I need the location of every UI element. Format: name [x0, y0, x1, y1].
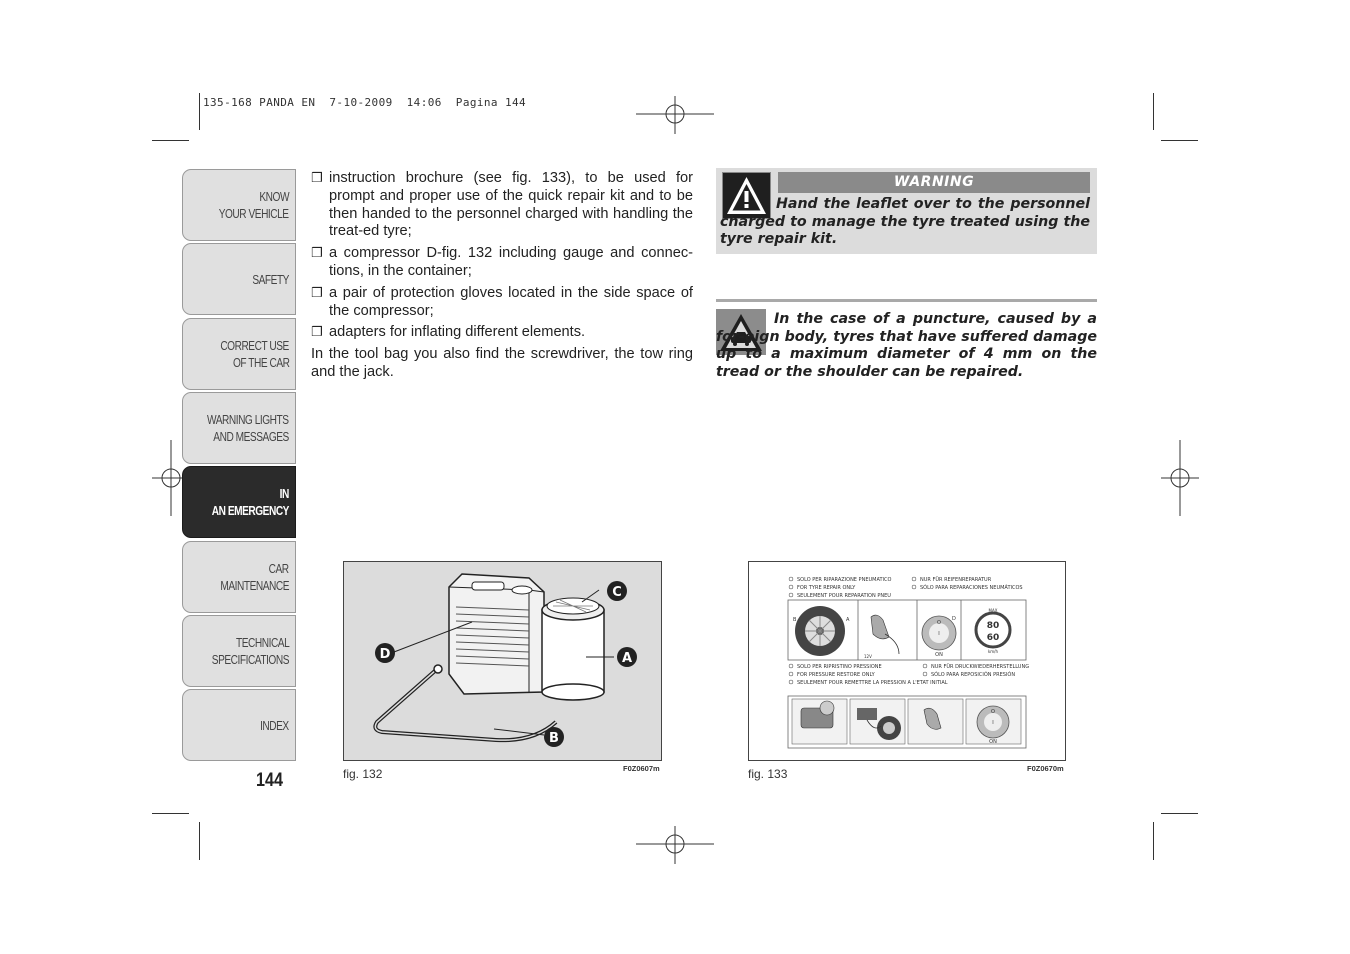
list-item: [311, 285, 693, 321]
checkbox-bullet-icon: ❒: [311, 285, 323, 301]
note-text: [716, 311, 1097, 381]
tab-correct-use[interactable]: [182, 318, 296, 390]
tab-label: AN EMERGENCY: [211, 503, 289, 518]
note-divider: [716, 299, 1097, 302]
tab-label: AND MESSAGES: [213, 429, 289, 444]
warning-text-body: Hand the leaflet over to the personnel charged to manage the tyre treated using the tyre repair kit.: [720, 196, 1090, 247]
tab-safety[interactable]: [182, 243, 296, 315]
tab-label: IN: [279, 486, 289, 501]
figure-caption: fig. 132: [343, 767, 383, 781]
tab-technical-specifications[interactable]: [182, 615, 296, 687]
crop-mark: [1153, 822, 1154, 860]
leaflet-text: ON: [935, 652, 943, 658]
leaflet-text: O: [937, 620, 941, 626]
checkbox-bullet-icon: ❒: [311, 246, 323, 262]
callout-d: D: [379, 647, 391, 662]
registration-mark-right: [1161, 440, 1199, 516]
registration-mark-top: [636, 96, 714, 134]
leaflet-text: FOR PRESSURE RESTORE ONLY: [797, 672, 875, 678]
tab-label: KNOW: [259, 189, 289, 204]
crop-mark: [152, 813, 189, 814]
leaflet-text: ON: [989, 739, 997, 745]
list-item-text: a compressor D-fig. 132 including gauge and connec-tions, in the container;: [329, 245, 693, 279]
crop-mark: [152, 140, 189, 141]
leaflet-text: 12V: [864, 654, 872, 659]
leaflet-text: I: [938, 631, 940, 637]
tab-label: CORRECT USE: [220, 338, 289, 353]
leaflet-text: B: [793, 617, 797, 623]
figure-instruction-leaflet: [748, 561, 1066, 761]
leaflet-text: SÓLO PARA REPARACIONES NEUMÁTICOS: [920, 585, 1023, 591]
tab-label: TECHNICAL: [235, 635, 289, 650]
list-item-text: adapters for inflating different elements.: [329, 324, 586, 341]
crop-mark: [199, 822, 200, 860]
figure-code: F0Z0670m: [1027, 764, 1064, 773]
figure-code: F0Z0607m: [623, 764, 660, 773]
leaflet-text: 60: [986, 633, 1000, 643]
leaflet-text: SÓLO PARA REPOSICIÓN PRESIÓN: [931, 672, 1016, 678]
tab-label: INDEX: [260, 717, 289, 733]
list-item: [311, 170, 693, 241]
list-item-text: a pair of protection gloves located in the side space of the compressor;: [329, 284, 693, 319]
checkbox-bullet-icon: ❒: [311, 325, 323, 341]
registration-mark-bottom: [636, 826, 714, 864]
leaflet-text: FOR TYRE REPAIR ONLY: [797, 585, 856, 591]
leaflet-illustration: [749, 562, 1065, 760]
leaflet-text: A: [846, 617, 850, 623]
tab-label: SAFETY: [252, 271, 289, 287]
crop-mark: [1161, 813, 1198, 814]
tab-label: SPECIFICATIONS: [211, 652, 289, 667]
tab-in-an-emergency[interactable]: [182, 466, 296, 538]
callout-a: A: [621, 651, 633, 666]
crop-mark: [1153, 93, 1154, 130]
warning-text: [720, 196, 1090, 249]
leaflet-text: km/h: [987, 649, 999, 654]
tab-label: MAINTENANCE: [220, 578, 289, 593]
leaflet-text: SOLO PER RIPRISTINO PRESSIONE: [797, 664, 882, 670]
tab-index[interactable]: [182, 689, 296, 761]
print-header: 135-168 PANDA EN 7-10-2009 14:06 Pagina 144: [203, 96, 527, 109]
checkbox-bullet-icon: ❒: [311, 171, 323, 186]
list-item-text: instruction brochure (see fig. 133), to be used for prompt and proper use of the quick repair kit and to be then handed to the personnel charged with handling the treat-ed tyre;: [329, 170, 693, 240]
leaflet-text: SEULEMENT POUR REPARATION PNEU: [797, 593, 891, 599]
tab-label: CAR: [268, 561, 289, 576]
note-text-body: In the case of a puncture, caused by a for-eign body, tyres that have suffered damage up to a maximum diameter of 4 mm on the tread or the shoulder can be repaired.: [716, 311, 1097, 380]
tab-know-your-vehicle[interactable]: [182, 169, 296, 241]
tab-label: WARNING LIGHTS: [207, 412, 289, 427]
leaflet-text: O: [991, 709, 995, 715]
page-number: 144: [256, 770, 283, 791]
leaflet-text: NUR FÜR DRUCKWIEDERHERSTELLUNG: [931, 664, 1030, 670]
leaflet-text: D: [952, 616, 956, 622]
list-item: [311, 245, 693, 281]
leaflet-text: SEULEMENT POUR REMETTRE LA PRESSION A L'ETAT INITIAL: [797, 680, 948, 686]
figure-caption: fig. 133: [748, 767, 788, 781]
warning-title: WARNING: [778, 172, 1090, 193]
leaflet-text: 80: [986, 621, 1000, 631]
main-text-column: [311, 170, 693, 382]
leaflet-text: NUR FÜR REIFENREPARATUR: [920, 577, 992, 583]
crop-mark: [1161, 140, 1198, 141]
tab-label: OF THE CAR: [232, 355, 289, 370]
tab-car-maintenance[interactable]: [182, 541, 296, 613]
list-item: [311, 324, 693, 342]
leaflet-text: I: [992, 720, 994, 726]
compressor-illustration: [344, 562, 661, 760]
callout-c: C: [612, 585, 622, 600]
figure-compressor: [343, 561, 662, 761]
body-paragraph: In the tool bag you also find the screwdriver, the tow ring and the jack.: [311, 346, 693, 380]
leaflet-text: MAX: [988, 608, 998, 613]
crop-mark: [199, 93, 200, 130]
tab-label: YOUR VEHICLE: [219, 206, 289, 221]
tab-warning-lights[interactable]: [182, 392, 296, 464]
callout-b: B: [549, 731, 559, 746]
leaflet-text: SOLO PER RIPARAZIONE PNEUMATICO: [797, 577, 892, 583]
